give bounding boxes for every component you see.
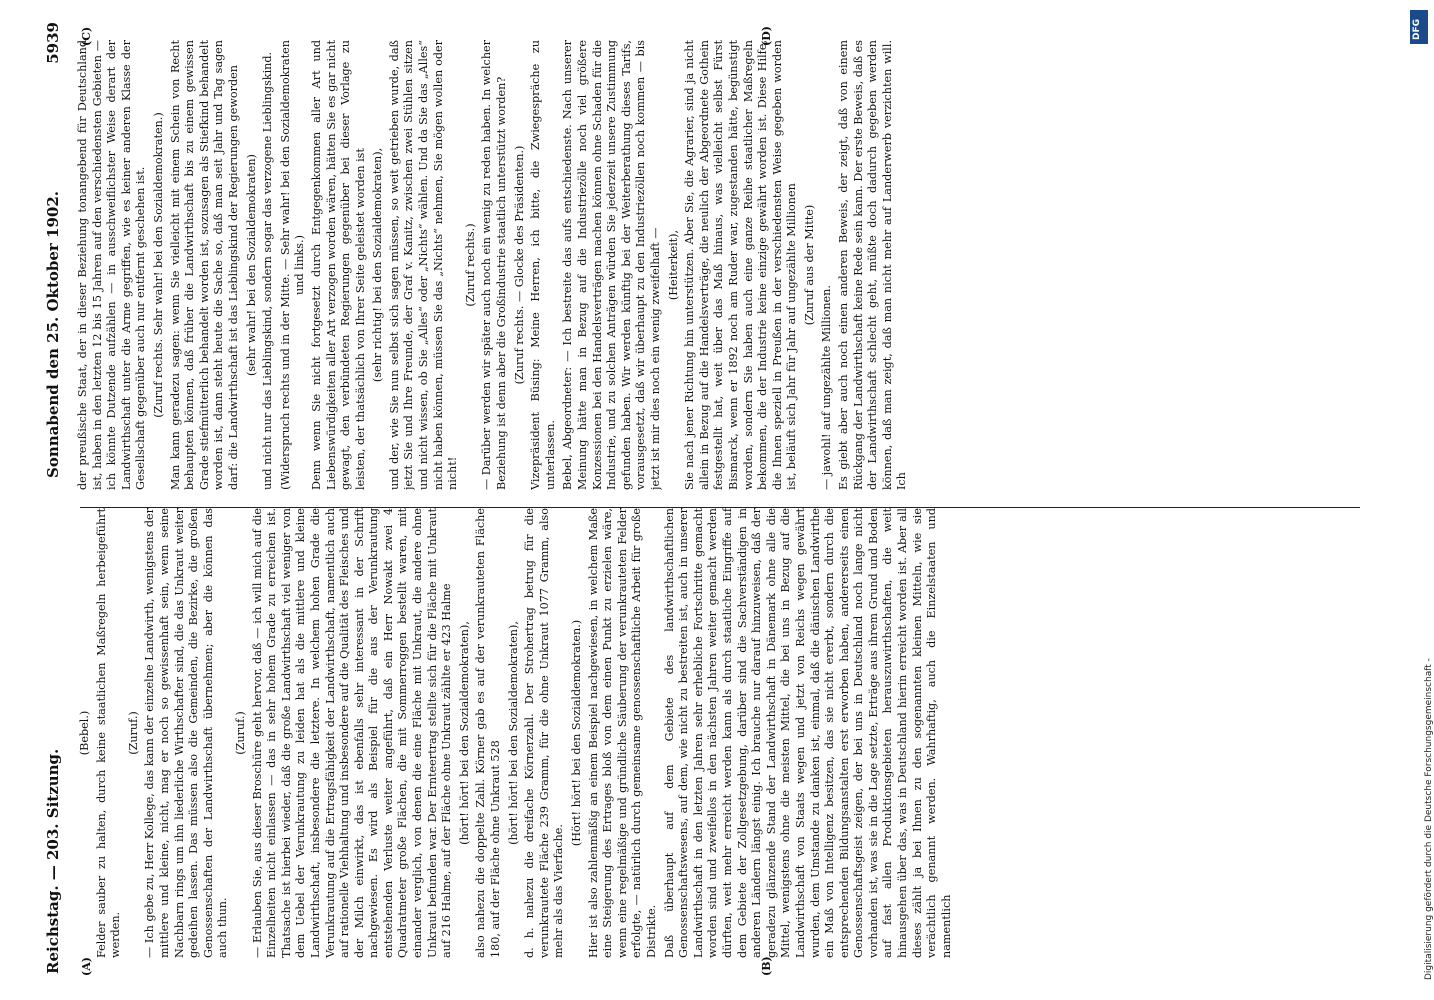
paragraph: also nahezu die doppelte Zahl. Körner gab es auf der verunkrauteten Fläche 180, auf der Fläche ohne Unkraut 528 xyxy=(474,508,503,958)
paragraph: (Widerspruch rechts und in der Mitte. — Sehr wahr! bei den Sozialdemokraten und links.) xyxy=(278,40,307,490)
paragraph: der preußische Staat, der in dieser Beziehung tonangebend für Deutschland ist, haben in den letzten 12 bis 15 Jahren auf den verschiedensten Gebieten — ich könnte Dutzende aufzählen — in ausschweiflichster Weise derart der Landwirthschaft unter die Arme gegriffen, wie es keiner anderen Klasse der Gesellschaft gegenüber auch nur entfernt geschehen ist. xyxy=(76,40,148,490)
paragraph: (Zuruf rechts. Sehr wahr! bei den Sozialdemokraten.) xyxy=(151,112,165,418)
paragraph: (Hört! hört! bei den Sozialdemokraten.) xyxy=(570,619,583,847)
paragraph: Man kann geradezu sagen: wenn Sie vielleicht mit einem Schein von Recht behaupten können, daß früher die Landwirthschaft bis zu einem gewissen Grade stiefmütterlich behandelt worden ist, sozusagen als Stiefkind behandelt worden ist, dann steht heute die Sache so, daß man seit Jahr und Tag sagen darf: die Landwirthschaft ist das Lieblingskind der Regierungen geworden xyxy=(168,40,240,490)
paragraph: (Zuruf rechts. — Glocke des Präsidenten.) xyxy=(512,145,526,385)
column-divider xyxy=(80,507,1360,508)
paragraph: (Bebel.) xyxy=(78,710,91,756)
paragraph: (Zuruf.) xyxy=(126,711,140,755)
paragraph: (Zuruf aus der Mitte) xyxy=(802,204,816,326)
paragraph: (Zuruf.) xyxy=(233,711,247,755)
dfg-logo: DFG xyxy=(1410,10,1428,44)
left-column xyxy=(76,508,1366,958)
paragraph: und der, wie Sie nun selbst sich sagen müssen, so weit getrieben wurde, daß jetzt Sie und Ihre Freunde, der Graf v. Kanitz, zwischen zwei Stühlen sitzen und nicht wissen, ob Sie „Alles“ oder „Nichts“ wählen. Und da Sie das „Alles“ nicht haben können, müssen Sie das „Nichts“ nehmen, Sie mögen wollen oder nicht! xyxy=(387,40,460,490)
digitization-notice: Digitalisierung gefördert durch die Deutsche Forschungsgemeinschaft - xyxy=(1424,658,1434,980)
paragraph: Bebel, Abgeordneter: — Ich bestreite das aufs entschiedenste. Nach unserer Meinung hätte man in Bezug auf die Industriezölle noch viel größere Konzessionen bei den Handelsverträgen machen können ohne Schaden für die Industrie, und zu solchen Anträgen würden Sie jederzeit unsere Zustimmung gefunden haben. Wir werden künftig bei der Weiterberathung dieses Tarifs, vorausgesetzt, daß wir überhaupt zu den Industriezöllen noch kommen — bis jetzt ist mir dies noch ein wenig zweifelhaft — xyxy=(561,40,662,490)
page-header xyxy=(40,18,66,978)
paragraph: — Erlauben Sie, aus dieser Broschüre geht hervor, daß — ich will mich auf die Einzelheiten nicht einlassen — das in sehr hohem Grade zu erreichen ist. Thatsache ist hierbei wieder, daß die große Landwirthschaft viel weniger von dem Uebel der Verunkrautung zu leiden hat als die mittlere und kleine Landwirthschaft, insbesondere die letztere. In welchem hohen Grade die Verunkrautung auf die Ertragsfähigkeit der Landwirthschaft, namentlich auch auf rationelle Viehhaltung und insbesondere auf die Qualität des Fleisches und der Milch einwirkt, das ist ebenfalls sehr interessant in der Schrift nachgewiesen. Es wird als Beispiel für die aus der Verunkrautung entstehenden Verluste weiter angeführt, daß ein Herr Nowakt zwei 4 Quadratmeter große Flächen, die mit Sommerroggen bestellt waren, mit einander verglich, von denen die eine Fläche mit Unkraut, die andere ohne Unkraut befunden war. Der Ernteertrag stellte sich für die Fläche mit Unkraut auf 216 Halme, auf der Fläche ohne Unkraut zählte er 423 Halme xyxy=(250,508,454,958)
paragraph: d. h. nahezu die dreifache Körnerzahl. Der Strohertrag betrug für die verunkrautete Fläche 239 Gramm, für die ohne Unkraut 1077 Gramm, also mehr als das Vierfache. xyxy=(523,508,566,958)
paragraph: Es giebt aber auch noch einen anderen Beweis, der zeigt, daß von einem Rückgang der Landwirthschaft keine Rede sein kann. Der erste Beweis, daß es der Landwirthschaft schlecht geht, müßte doch dadurch gegeben werden können, daß man zeigt, daß man nicht mehr auf Landerwerb verzichten will. Ich xyxy=(837,40,909,490)
header-left: Reichstag. — 203. Sitzung. xyxy=(44,748,62,974)
paragraph: Hier ist also zahlenmäßig an einem Beispiel nachgewiesen, in welchem Maße eine Steigerung des Ertrages bloß von dem einen Punkt zu erzielen wäre, wenn eine regelmäßige und gründliche Säuberung der verunkrauteten Felder erfolgte, — natürlich durch gemeinsame genossenschaftliche Arbeit für große Distrikte. xyxy=(586,508,658,958)
paragraph: und nicht nur das Lieblingskind, sondern sogar das verzogene Lieblingskind. xyxy=(261,51,275,490)
paragraph: Daß überhaupt auf dem Gebiete des landwirthschaftlichen Genossenschaftswesens, auf dem, wie nicht zu bestreiten ist, auch in unserer Landwirthschaft in den letzten Jahren sehr erhebliche Fortschritte gemacht worden sind und zweifellos in den nächsten Jahren weiter gemacht werden dürften, weit mehr erreicht werden kann als durch staatliche Eingriffe auf dem Gebiete der Zollgesetzgebung, darüber sind die Sachverständigen in anderen Ländern längst einig. Ich brauche nur darauf hinzuweisen, daß der geradezu glänzende Stand der Landwirthschaft in Dänemark ohne alle die Mittel, wenigstens ohne die meisten Mittel, die bei uns in Bezug auf die Landwirthschaft von Staats wegen und jetzt von Reichs wegen gewährt wurden, dem Umstande zu danken ist, einmal, daß die dänischen Landwirthe ein Maß von Intelligenz besitzen, das sie nicht ererbt, sondern durch die entsprechenden Bildungsanstalten erst erworben haben, andererseits einen Genossenschaftsgeist zeigen, der bei uns in Deutschland noch lange nicht vorhanden ist, was sie in die Lage setzte, Erträge aus ihrem Grund und Boden auf fast allen Produktionsgebieten herauszuwirthschaften, die weit hinausgehen über das, was in Deutschland hierin erreicht worden ist. Aber all dieses zählt ja bei Ihnen zu den sogenannten kleinen Mitteln, wie sie verächtlich genannt werden. Wahrhaftig, auch die Einzelstaaten und namentlich xyxy=(662,508,953,958)
margin-marker-b: (B) xyxy=(760,956,773,976)
paragraph: — Darüber werden wir später auch noch ein wenig zu reden haben. In welcher Beziehung ist denn aber die Großindustrie staatlich unterstützt worden? xyxy=(480,40,509,490)
paragraph: Felder sauber zu halten, durch keine staatlichen Maßregeln herbeigeführt werden. xyxy=(94,508,123,958)
margin-marker-d: (D) xyxy=(760,26,773,46)
paragraph: (sehr wahr! bei den Sozialdemokraten) xyxy=(244,154,258,376)
paragraph: (Heiterkeit), xyxy=(666,229,680,301)
paragraph: (hört! hört! bei den Sozialdemokraten), xyxy=(457,621,471,845)
page-number: 5939 xyxy=(44,22,62,64)
paragraph: (sehr richtig! bei den Sozialdemokraten), xyxy=(371,147,385,383)
paragraph: Sie nach jener Richtung hin unterstützen. Aber Sie, die Agrarier, sind ja nicht allein in Bezug auf die Handelsverträge, die neulich der Abgeordnete Gothein festgestellt hat, weit über das Maß hinaus, was vielleicht selbst Fürst Bismarck, wenn er 1892 noch am Ruder war, zugestanden hätte, begünstigt worden, sondern Sie haben auch eine ganze Reihe staatlicher Maßregeln bekommen, die der Industrie keine einzige gewährt worden ist. Diese Hilfe, die Ihnen speziell in Preußen in der verschiedensten Weise gegeben worden ist, beläuft sich Jahr für Jahr auf ungezählte Millionen xyxy=(683,40,799,490)
margin-marker-c: (C) xyxy=(80,26,93,46)
paragraph: Denn wenn Sie nicht fortgesetzt durch Entgegenkommen aller Art und Liebenswürdigkeiten aller Art verzogen worden wären, hätten Sie es gar nicht gewagt, den verbündeten Regierungen gegenüber bei dieser Vorlage zu leisten, der thatsächlich von Ihrer Seite geleistet worden ist xyxy=(309,40,367,490)
margin-marker-a: (A) xyxy=(80,957,93,976)
paragraph: Vizepräsident Büsing: Meine Herren, ich bitte, die Zwiegespräche zu unterlassen. xyxy=(529,40,557,490)
header-date: Sonnabend den 25. Oktober 1902. xyxy=(44,190,62,478)
paragraph: (Zuruf rechts.) xyxy=(463,223,477,307)
paragraph: (hört! hört! bei den Sozialdemokraten), xyxy=(506,621,520,845)
paragraph: — jawohl! auf ungezählte Millionen. xyxy=(819,285,833,490)
right-column xyxy=(76,40,1366,490)
paragraph: — Ich gebe zu, Herr Kollege, das kann der einzelne Landwirth, wenigstens der mittlere und kleine, nicht, mag er noch so gewissenhaft sein, wenn seine Nachbarn rings um ihn liederliche Wirthschafter sind, die das Unkraut weiter gedeihen lassen. Das müssen also die Gemeinden, die Bezirke, die großen Genossenschaften der Landwirthschaft übernehmen; aber die können das auch thun. xyxy=(143,508,230,958)
rotated-newspaper-page xyxy=(40,18,1375,978)
